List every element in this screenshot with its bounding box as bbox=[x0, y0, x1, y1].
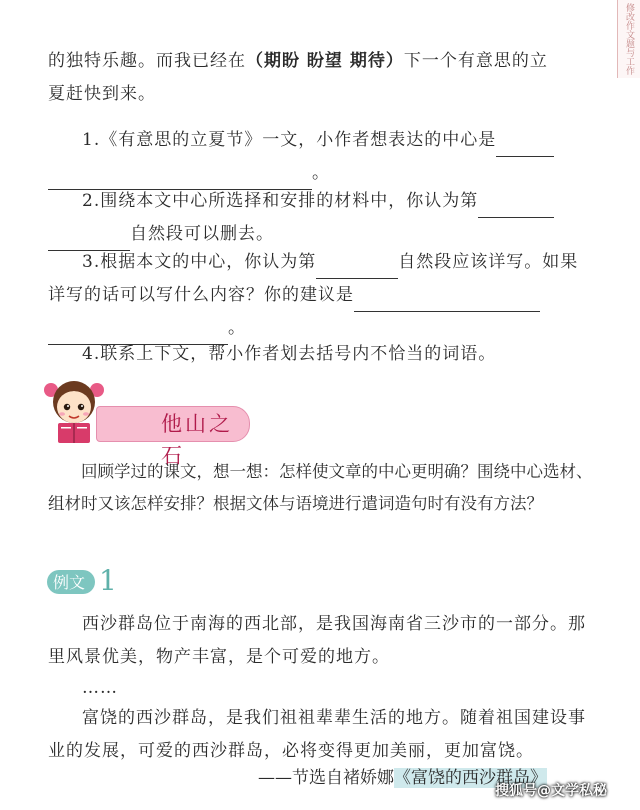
answer-blank[interactable] bbox=[478, 197, 554, 218]
question-1 bbox=[48, 124, 588, 190]
section-tag bbox=[96, 406, 250, 468]
question-3-text: 3.根据本文的中心，你认为第 bbox=[82, 252, 317, 272]
guide-paragraph: 回顾学过的课文，想一想：怎样使文章的中心更明确？围绕中心选材、组材时又该怎样安排？根据文体与语境进行遣词造句时有没有方法？ bbox=[48, 462, 593, 513]
answer-blank[interactable] bbox=[496, 136, 554, 157]
watermark: 搜狐号@文学私秘 bbox=[495, 783, 607, 799]
example-number: 1 bbox=[99, 564, 117, 597]
example-badge bbox=[47, 564, 121, 598]
intro-text-cont: 下一个有意思的立 bbox=[403, 51, 548, 71]
section-header bbox=[44, 376, 233, 468]
example-paragraph-1: 西沙群岛位于南海的西北部，是我国海南省三沙市的一部分。那里风景优美，物产丰富，是个可爱的地方。 bbox=[48, 614, 586, 667]
side-tab: 修改作文题与工作 bbox=[617, 0, 640, 78]
answer-blank[interactable] bbox=[316, 258, 398, 279]
question-4 bbox=[48, 338, 588, 371]
intro-line2: 夏赶快到来。 bbox=[48, 84, 156, 104]
question-2-text: 2.围绕本文中心所选择和安排的材料中，你认为第 bbox=[82, 191, 479, 211]
question-2 bbox=[48, 185, 588, 251]
example-ellipsis: …… bbox=[82, 678, 118, 698]
question-1-end: 。 bbox=[312, 163, 330, 183]
section-title: 他山之石 bbox=[161, 412, 233, 468]
intro-paragraph bbox=[48, 45, 588, 111]
source-author: ——节选自褚娇娜 bbox=[258, 768, 394, 788]
word-options: （期盼 盼望 期待） bbox=[246, 51, 404, 71]
source-title: 《富饶的西沙群岛》 bbox=[394, 768, 547, 788]
question-3-text-cont: 自然段应该详写。如果详写的话可以写什么内容？你的建议是 bbox=[48, 252, 579, 305]
answer-blank[interactable] bbox=[354, 291, 540, 312]
example-paragraph-2: 富饶的西沙群岛，是我们祖祖辈辈生活的地方。随着祖国建设事业的发展，可爱的西沙群岛，必将变得更加美丽，更加富饶。 bbox=[48, 708, 586, 761]
intro-text: 的独特乐趣。而我已经在 bbox=[48, 51, 246, 71]
question-4-text: 4.联系上下文，帮小作者划去括号内不恰当的词语。 bbox=[82, 344, 497, 364]
question-3 bbox=[48, 246, 588, 345]
girl-reading-icon bbox=[44, 376, 104, 446]
question-3-end: 。 bbox=[228, 318, 246, 338]
example-label: 例文 bbox=[53, 573, 86, 592]
question-1-text: 1.《有意思的立夏节》一文，小作者想表达的中心是 bbox=[82, 130, 497, 150]
question-2-text-cont: 自然段可以删去。 bbox=[130, 224, 274, 244]
